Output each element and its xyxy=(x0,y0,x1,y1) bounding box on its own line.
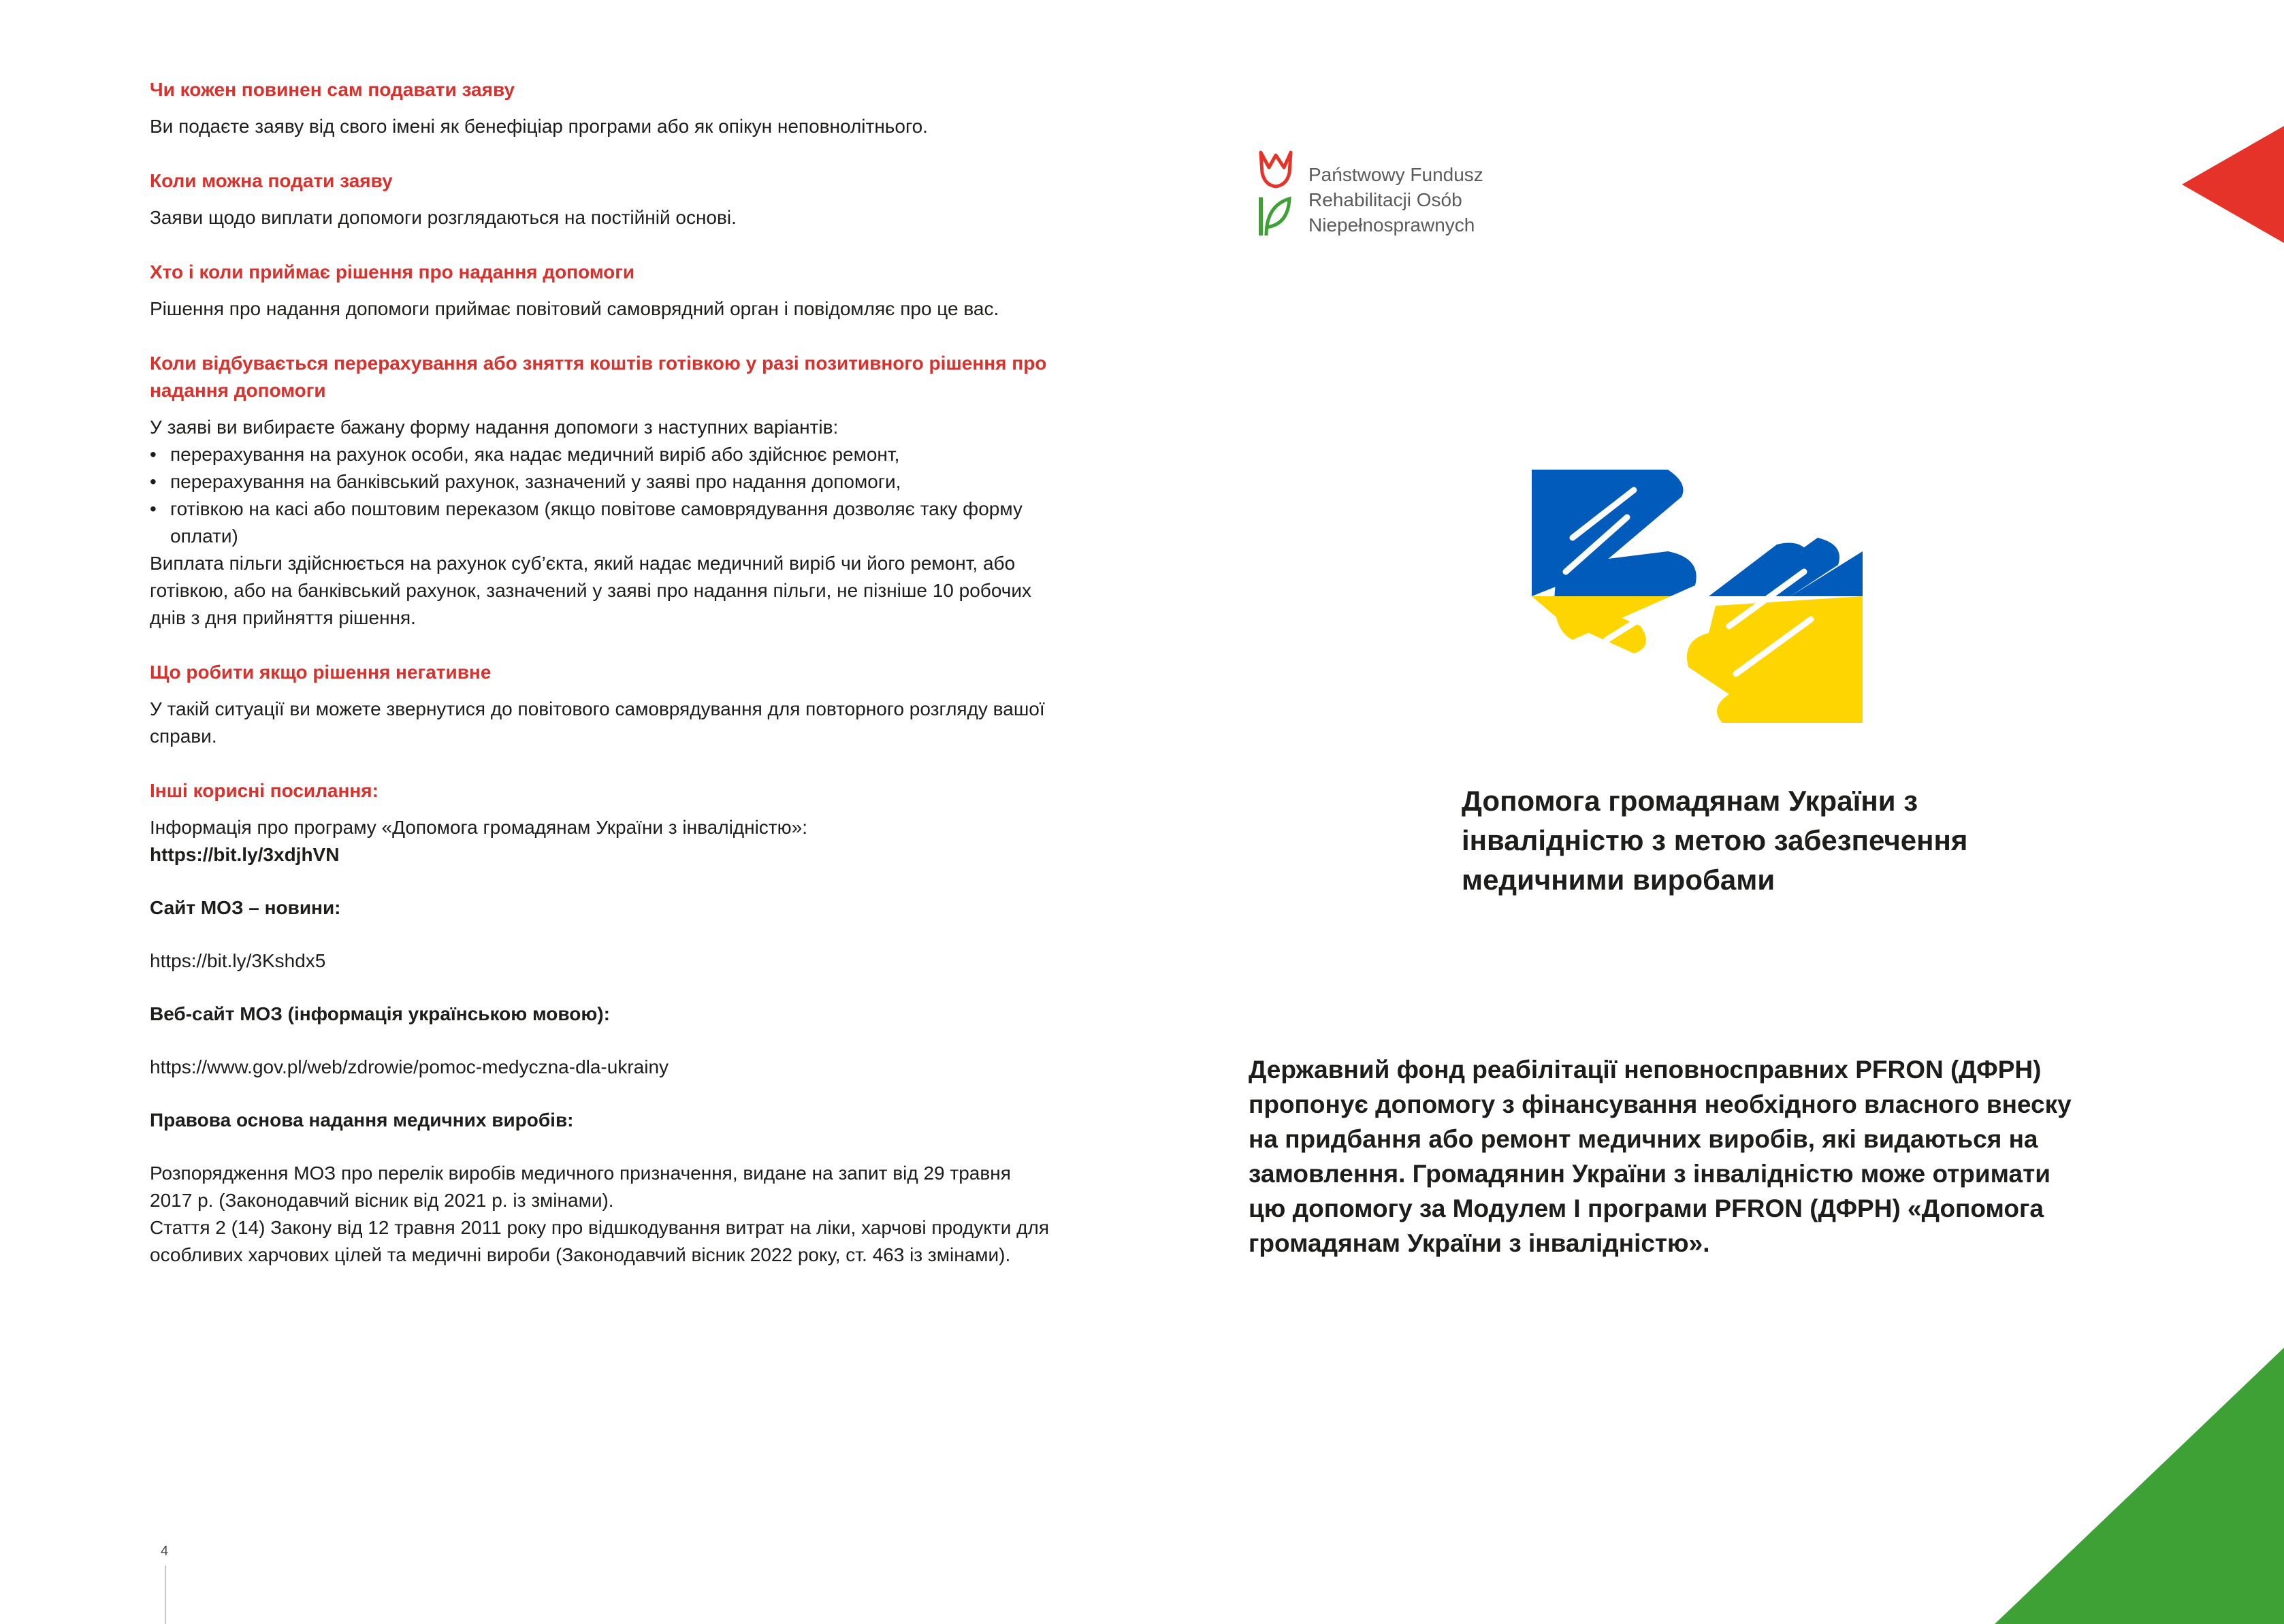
logo-line: Niepełnosprawnych xyxy=(1308,214,1475,236)
list-item: • готівкою на касі або поштовим переказом (якщо повітове самоврядування дозволяє таку форму оплати) xyxy=(150,496,1055,550)
section-heading: Коли можна подати заяву xyxy=(150,170,393,191)
ukraine-hands-icon xyxy=(1532,470,1863,723)
logo-line: Rehabilitacji Osób xyxy=(1308,189,1462,210)
section-text: Ви подаєте заяву від свого імені як бенефіціар програми або як опікун неповнолітнього. xyxy=(150,116,928,137)
payment-options-list xyxy=(150,441,1055,550)
logo-line: Państwowy Fundusz xyxy=(1308,164,1483,185)
section-payment xyxy=(150,350,1055,632)
page-number: 4 xyxy=(161,1544,169,1559)
pfron-logo-text xyxy=(1308,162,1483,238)
section-heading: Чи кожен повинен сам подавати заяву xyxy=(150,79,515,100)
section-heading: Коли відбувається перерахування або зняття коштів готівкою у разі позитивного рішення про надання допомоги xyxy=(150,353,1047,401)
list-item: • перерахування на банківський рахунок, зазначений у заяві про надання допомоги, xyxy=(150,468,1055,496)
program-info-label: Інформація про програму «Допомога громадянам України з інвалідністю»: xyxy=(150,817,807,838)
legal-basis-text-2: Стаття 2 (14) Закону від 12 травня 2011 року про відшкодування витрат на ліки, харчові продукти для особливих харчових цілей та медичні вироби (Законодавчий вісник 2022 року, ст. 463 із змінами). xyxy=(150,1217,1049,1265)
section-text: Заяви щодо виплати допомоги розглядаються на постійній основі. xyxy=(150,207,737,228)
section-text: У такій ситуації ви можете звернутися до повітового самоврядування для повторного розгляду вашої справи. xyxy=(150,698,1045,747)
section-intro: У заяві ви вибираєте бажану форму надання допомоги з наступних варіантів: xyxy=(150,417,839,438)
moz-site-link[interactable]: https://www.gov.pl/web/zdrowie/pomoc-medyczna-dla-ukrainy xyxy=(150,1056,669,1077)
section-heading: Хто і коли приймає рішення про надання допомоги xyxy=(150,261,635,282)
section-decision xyxy=(150,259,1055,323)
section-negative-decision xyxy=(150,659,1055,750)
legal-basis-label: Правова основа надання медичних виробів: xyxy=(150,1109,574,1131)
section-text: Рішення про надання допомоги приймає повітовий самоврядний орган і повідомляє про це вас. xyxy=(150,298,999,319)
section-heading: Що робити якщо рішення негативне xyxy=(150,662,492,683)
brochure-title: Допомога громадянам України з інвалідністю з метою забезпечення медичними виробами xyxy=(1462,785,1968,896)
program-link[interactable]: https://bit.ly/3xdjhVN xyxy=(150,844,340,865)
red-triangle-decoration xyxy=(2182,126,2284,243)
moz-news-link[interactable]: https://bit.ly/3Kshdx5 xyxy=(150,950,326,971)
legal-basis-text-1: Розпорядження МОЗ про перелік виробів медичного призначення, видане на запит від 29 травня 2017 р. (Законодавчий вісник від 2021 р. із змінами). xyxy=(150,1163,1011,1211)
moz-site-label: Веб-сайт МОЗ (інформація українською мовою): xyxy=(150,1003,610,1024)
section-when-apply xyxy=(150,167,1055,231)
section-who-applies xyxy=(150,76,1055,140)
green-triangle-decoration xyxy=(1995,1348,2284,1624)
section-heading: Інші корисні посилання: xyxy=(150,780,379,801)
left-page-content xyxy=(150,76,1055,1296)
brochure-description: Державний фонд реабілітації неповносправних PFRON (ДФРН) пропонує допомогу з фінансування необхідного власного внеску на придбання або ремонт медичних виробів, які видаються на замовлення. Громадянин України з інвалідністю може отримати цю допомогу за Модулем I програми PFRON (ДФРН) «Допомога громадянам України з інвалідністю». xyxy=(1249,1056,2072,1257)
list-item: • перерахування на рахунок особи, яка надає медичний виріб або здійснює ремонт, xyxy=(150,441,1055,468)
moz-news-label: Сайт МОЗ – новини: xyxy=(150,897,341,918)
section-links xyxy=(150,777,1055,1269)
tulip-icon xyxy=(1249,140,1303,242)
section-outro: Виплата пільги здійснюється на рахунок суб’єкта, який надає медичний виріб чи його ремонт, або готівкою, або на банківський рахунок, зазначений у заяві про надання пільги, не пізніше 10 робочих днів з дня прийняття рішення. xyxy=(150,553,1031,628)
page-edge-line xyxy=(165,1565,166,1624)
